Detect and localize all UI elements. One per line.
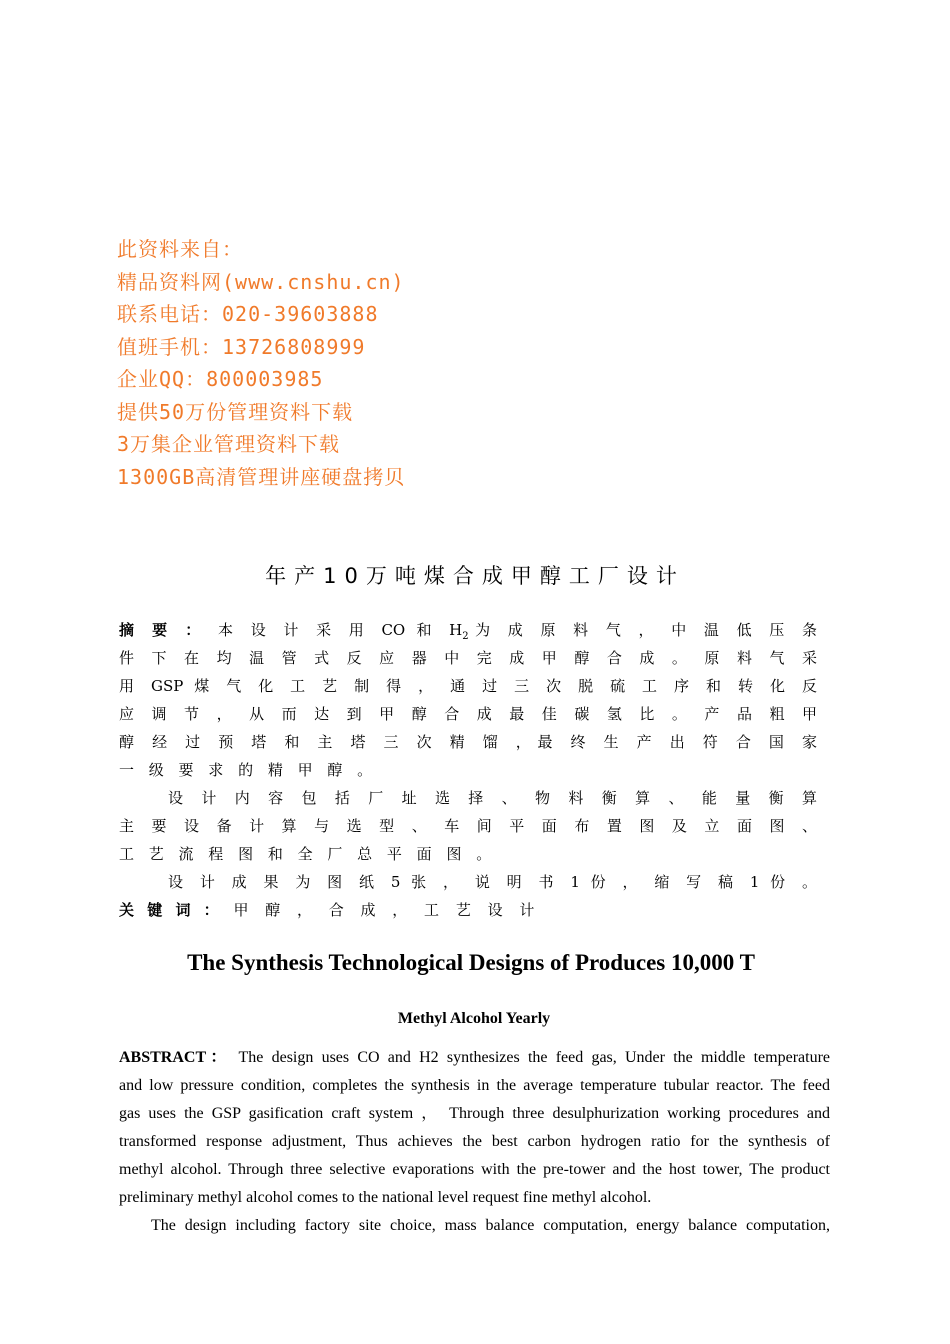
abstract-en-line-6: preliminary methyl alcohol comes to the national level request fine methyl alcohol. — [119, 1189, 652, 1206]
abstract-cn-line-3: 用 GSP 煤 气 化 工 艺 制 得 ， 通 过 三 次 脱 硫 工 序 和 转 化 反 — [119, 677, 817, 695]
abstract-en-line-4: transformed response adjustment, Thus achieves the best carbon hydrogen ratio for the synthesis of — [119, 1133, 830, 1150]
abstract-cn-line-2: 件 下 在 均 温 管 式 反 应 器 中 完 成 甲 醇 合 成 。 原 料 气 采 — [119, 649, 817, 667]
subscript: 2 — [462, 631, 469, 642]
english-title: The Synthesis Technological Designs of Produces 10,000 T — [187, 950, 755, 975]
promo-line-source: 此资料来自： — [117, 237, 243, 261]
promo-line-offer-2: 3万集企业管理资料下载 — [117, 432, 341, 456]
abstract-cn-line-10: 设 计 成 果 为 图 纸 5 张 ， 说 明 书 1 份 ， 缩 写 稿 1 份 。 — [168, 873, 817, 891]
keywords-label: 关 键 词 ： — [119, 901, 219, 919]
english-subtitle: Methyl Alcohol Yearly — [397, 1010, 551, 1027]
abstract-cn-line-4: 应 调 节 ， 从 而 达 到 甲 醇 合 成 最 佳 碳 氢 比 。 产 品 粗 甲 — [119, 705, 817, 723]
keywords-line — [119, 896, 534, 924]
abstract-cn-text: 为 成 原 料 气 ， 中 温 低 压 条 — [468, 621, 818, 639]
abstract-en-label: ABSTRACT： — [119, 1049, 231, 1066]
promo-line-phone: 联系电话：020-39603888 — [117, 302, 379, 326]
abstract-cn-line-9 — [119, 840, 491, 868]
abstract-en-line-5: methyl alcohol. Through three selective evaporations with the pre-tower and the host tower, The product — [119, 1161, 830, 1178]
document-title: 年产10万吨煤合成甲醇工厂设计 — [265, 564, 685, 588]
keywords-text: 甲 醇 ， 合 成 ， 工 艺 设 计 — [233, 901, 535, 919]
promo-line-website: 精品资料网(www.cnshu.cn) — [117, 269, 405, 294]
abstract-en-line-2: and low pressure condition, completes the synthesis in the average temperature tubular reactor. The feed — [119, 1077, 830, 1094]
promo-line-offer-3: 1300GB高清管理讲座硬盘拷贝 — [117, 464, 406, 489]
promo-line-offer-1: 提供50万份管理资料下载 — [117, 399, 354, 424]
abstract-en-para2-line-1: The design including factory site choice, mass balance computation, energy balance computation, — [151, 1217, 830, 1234]
abstract-cn-line-1 — [119, 616, 817, 644]
abstract-cn-line-7: 设 计 内 容 包 括 厂 址 选 择 、 物 料 衡 算 、 能 量 衡 算 — [168, 789, 817, 807]
abstract-cn-label: 摘 要 ： — [119, 621, 207, 639]
abstract-cn-line-5: 醇 经 过 预 塔 和 主 塔 三 次 精 馏 ，最 终 生 产 出 符 合 国 家 — [119, 733, 817, 751]
abstract-cn-text: 本 设 计 采 用 CO 和 H — [218, 621, 463, 639]
abstract-cn-text: 一 级 要 求 的 精 甲 醇 。 — [119, 761, 373, 779]
abstract-cn-line-8: 主 要 设 备 计 算 与 选 型 、 车 间 平 面 布 置 图 及 立 面 图 、 — [119, 817, 817, 835]
abstract-en-line-3: gas uses the GSP gasification craft system ， Through three desulphurization working procedures and — [119, 1105, 830, 1122]
promo-line-mobile: 值班手机：13726808999 — [117, 334, 366, 359]
abstract-en-line-1 — [119, 1044, 830, 1072]
abstract-cn-text: 工 艺 流 程 图 和 全 厂 总 平 面 图 。 — [119, 845, 492, 863]
abstract-cn-line-6 — [119, 756, 372, 784]
promo-block — [117, 233, 405, 493]
promo-line-qq: 企业QQ：800003985 — [117, 367, 324, 391]
abstract-en-text: The design uses CO and H2 synthesizes the feed gas, Under the middle temperature — [238, 1049, 831, 1066]
